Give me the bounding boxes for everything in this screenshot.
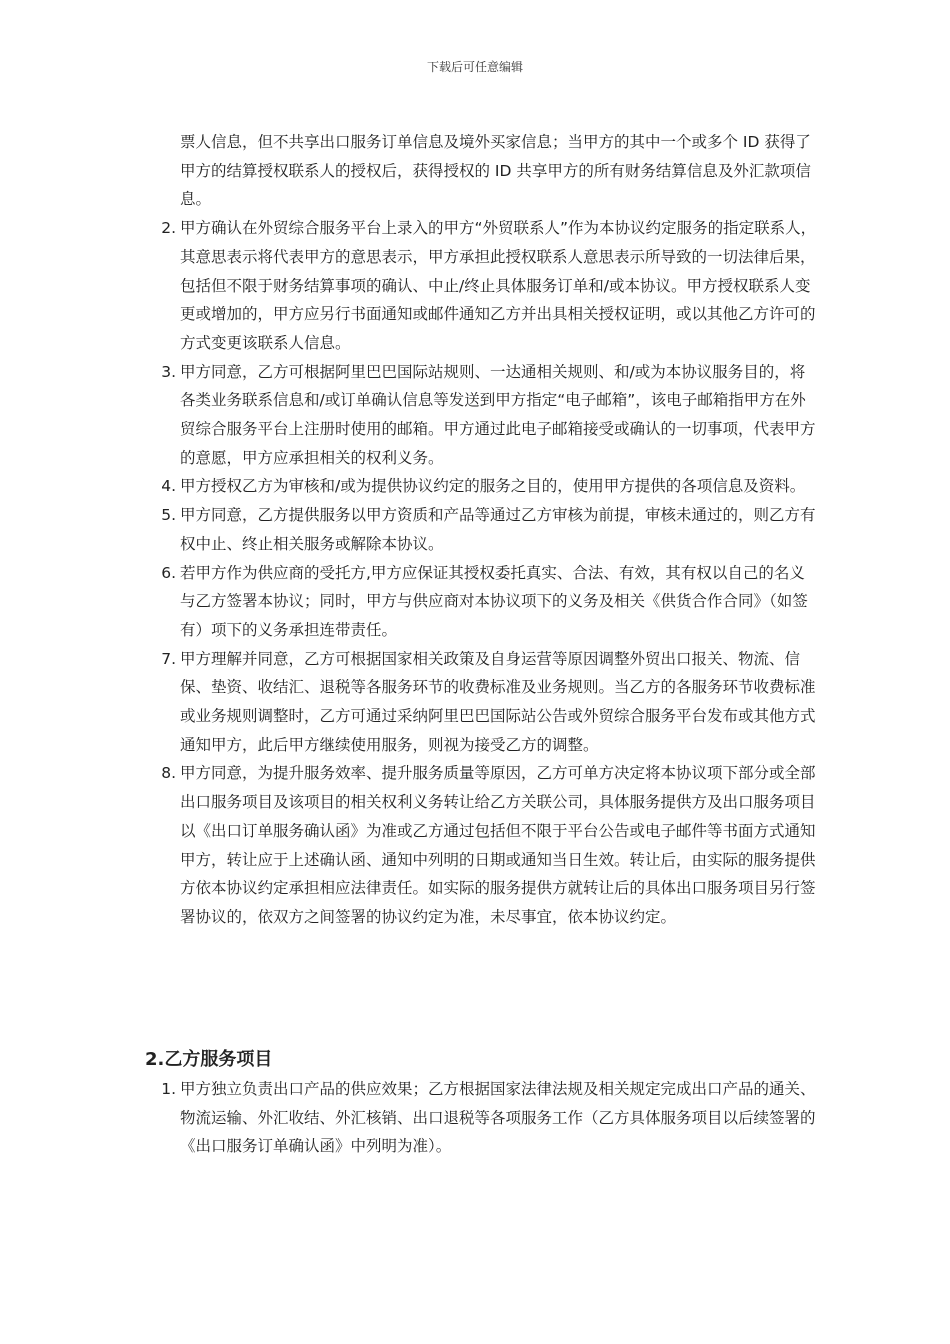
list-item-number: 5. [161,506,176,525]
intro-paragraph: 票人信息，但不共享出口服务订单信息及境外买家信息；当甲方的其中一个或多个 ID 获得了甲方的结算授权联系人的授权后，获得授权的 ID 共享甲方的所有财务结算信息及外汇款项信息。 [180,133,811,209]
list-item-text: 甲方理解并同意，乙方可根据国家相关政策及自身运营等原因调整外贸出口报关、物流、信保、垫资、收结汇、退税等各服务环节的收费标准及业务规则。当乙方的各服务环节收费标准或业务规则调整时，乙方可通过采纳阿里巴巴国际站公告或外贸综合服务平台发布或其他方式通知甲方，此后甲方继续使用服务，则视为接受乙方的调整。 [180,649,816,754]
list-item-number: 4. [161,477,176,496]
list-item-number: 2. [161,219,176,238]
list-item-number: 3. [161,362,176,381]
list-item-text: 甲方确认在外贸综合服务平台上录入的甲方“外贸联系人”作为本协议约定服务的指定联系人，其意思表示将代表甲方的意思表示，甲方承担此授权联系人意思表示所导致的一切法律后果，包括但不限于财务结算事项的确认、中止/终止具体服务订单和/或本协议。甲方授权联系人变更或增加的，甲方应另行书面通知或邮件通知乙方并出具相关授权证明，或以其他乙方许可的方式变更该联系人信息。 [180,219,817,352]
list-item-text: 甲方同意，乙方可根据阿里巴巴国际站规则、一达通相关规则、和/或为本协议服务目的，将各类业务联系信息和/或订单确认信息等发送到甲方指定“电子邮箱”，该电子邮箱指甲方在外贸综合服务平台上注册时使用的邮箱。甲方通过此电子邮箱接受或确认的一切事项，代表甲方的意愿，甲方应承担相关的权利义务。 [180,362,816,467]
section-2-body [161,1075,820,1161]
list-item-number: 8. [161,764,176,783]
list-item-text: 若甲方作为供应商的受托方,甲方应保证其授权委托真实、合法、有效，其有权以自己的名义与乙方签署本协议；同时，甲方与供应商对本协议项下的义务及相关《供货合作合同》（如签有）项下的义务承担连带责任。 [180,563,808,639]
list-item-text: 甲方同意，为提升服务效率、提升服务质量等原因，乙方可单方决定将本协议项下部分或全部出口服务项目及该项目的相关权利义务转让给乙方关联公司，具体服务提供方及出口服务项目以《出口订单服务确认函》为准或乙方通过包括但不限于平台公告或电子邮件等书面方式通知甲方，转让应于上述确认函、通知中列明的日期或通知当日生效。转让后，由实际的服务提供方依本协议约定承担相应法律责任。如实际的服务提供方就转让后的具体出口服务项目另行签署协议的，依双方之间签署的协议约定为准，未尽事宜，依本协议约定。 [180,764,816,926]
section-2-number: 2. [145,1049,165,1070]
list-item-text: 甲方独立负责出口产品的供应效果；乙方根据国家法律法规及相关规定完成出口产品的通关、物流运输、外汇收结、外汇核销、出口退税等各项服务工作（乙方具体服务项目以后续签署的《出口服务订单确认函》中列明为准）。 [180,1080,816,1156]
page-header: 下载后可任意编辑 [426,60,523,74]
list-item [161,759,820,931]
list-item [161,645,820,760]
section-2-title: 乙方服务项目 [164,1049,273,1070]
list-item [161,1075,820,1161]
list-item-number: 7. [161,649,176,668]
clause-list [161,214,820,932]
list-item [161,214,820,358]
section-1-continued [161,128,820,932]
list-item [161,559,820,645]
list-item [161,501,820,558]
list-item [161,358,820,473]
section-2-heading [145,1046,272,1074]
service-list [161,1075,820,1161]
list-item-number: 1. [161,1080,176,1098]
list-item-number: 6. [161,563,176,582]
list-item-text: 甲方授权乙方为审核和/或为提供协议约定的服务之目的，使用甲方提供的各项信息及资料。 [180,477,806,496]
list-item-text: 甲方同意，乙方提供服务以甲方资质和产品等通过乙方审核为前提，审核未通过的，则乙方有权中止、终止相关服务或解除本协议。 [180,506,816,553]
list-item [161,472,820,501]
